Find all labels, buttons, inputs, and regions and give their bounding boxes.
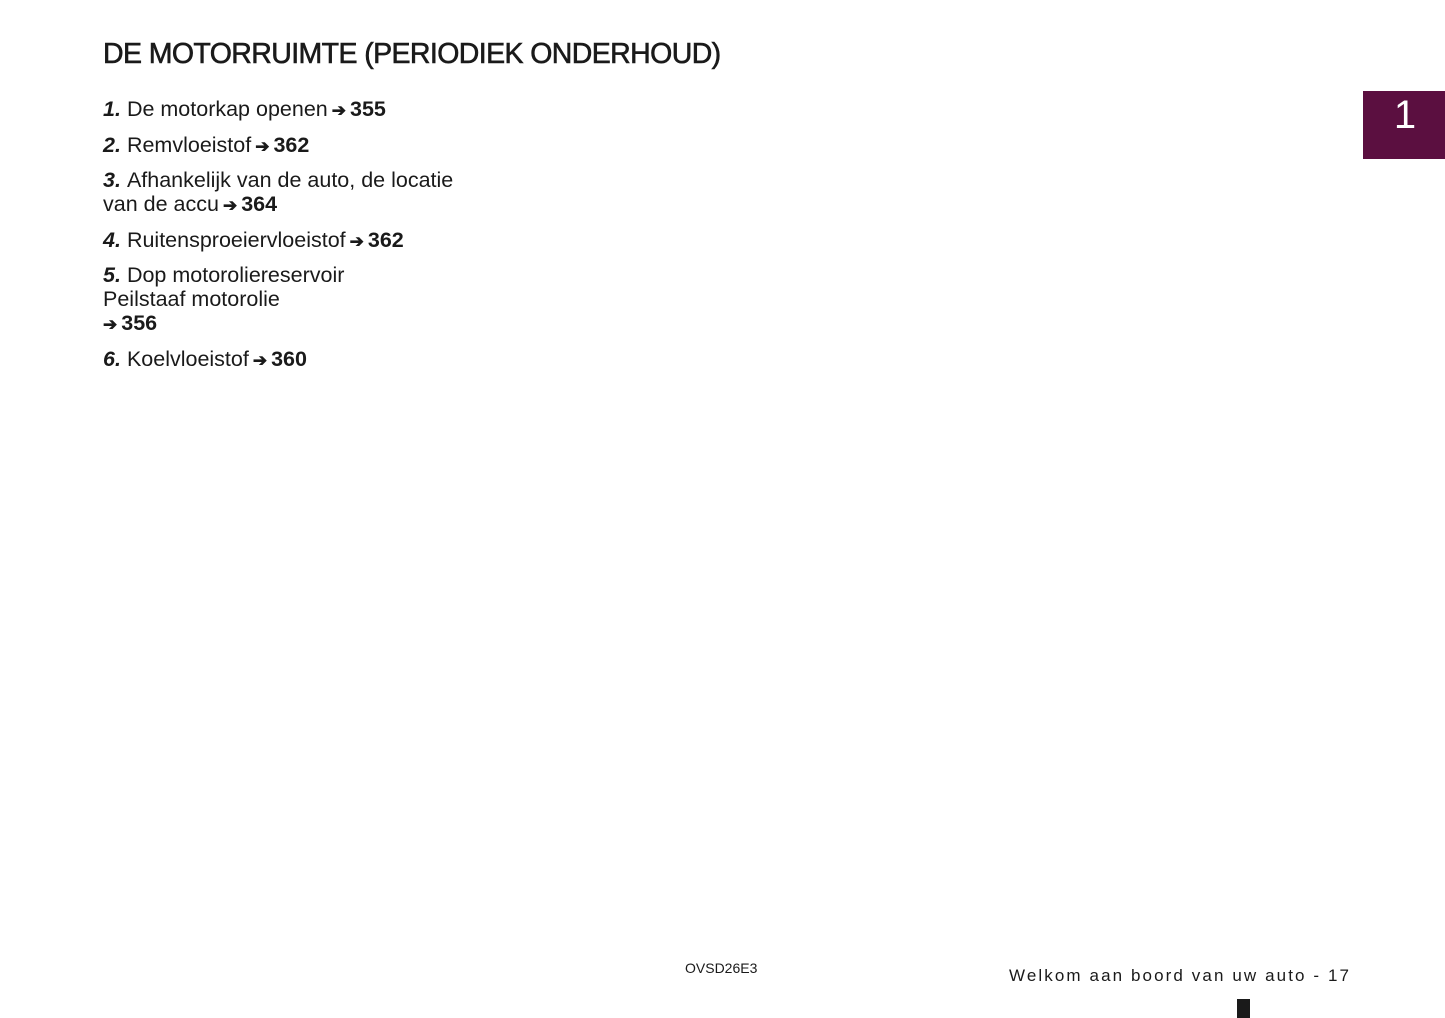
item-number: 6. (103, 346, 121, 371)
list-item (103, 263, 523, 337)
list-item (103, 168, 523, 218)
list-item (103, 133, 523, 159)
item-label: Koelvloeistof (126, 346, 249, 371)
chapter-tab (1363, 91, 1445, 159)
item-label: De motorkap openen (126, 97, 328, 121)
item-number: 4. (103, 227, 121, 252)
component-list (103, 97, 523, 382)
item-label: van de accu (103, 192, 219, 216)
page-reference[interactable]: 362 (367, 227, 404, 252)
item-number: 1. (103, 97, 121, 121)
page-reference[interactable]: 360 (271, 346, 307, 371)
document-code: OVSD26E3 (685, 960, 758, 976)
item-label: Ruitensproeiervloeistof (126, 227, 346, 252)
list-item (103, 97, 523, 123)
page-reference[interactable]: 362 (273, 132, 310, 157)
item-number: 3. (103, 168, 121, 192)
page-reference[interactable]: 356 (121, 311, 158, 335)
arrow-right-icon: ➔ (255, 136, 270, 156)
page-reference[interactable]: 355 (349, 97, 386, 121)
arrow-right-icon: ➔ (331, 101, 346, 120)
arrow-right-icon: ➔ (349, 231, 364, 251)
page-marker (1237, 999, 1250, 1018)
item-label: Remvloeistof (126, 132, 252, 157)
page-title: DE MOTORRUIMTE (PERIODIEK ONDERHOUD) (103, 38, 721, 70)
arrow-right-icon: ➔ (103, 315, 118, 334)
list-item (103, 347, 523, 373)
footer-page-label: Welkom aan boord van uw auto - 17 (1009, 966, 1352, 985)
page-reference[interactable]: 364 (241, 192, 278, 216)
chapter-number: 1 (1393, 93, 1417, 137)
arrow-right-icon: ➔ (222, 196, 238, 215)
item-label: Peilstaaf motorolie (103, 287, 280, 311)
item-number: 5. (103, 263, 121, 287)
item-number: 2. (103, 132, 121, 157)
arrow-right-icon: ➔ (252, 350, 268, 370)
item-label: Dop motoroliereservoir (126, 263, 345, 287)
item-label: Afhankelijk van de auto, de locatie (126, 168, 454, 192)
list-item (103, 228, 523, 254)
